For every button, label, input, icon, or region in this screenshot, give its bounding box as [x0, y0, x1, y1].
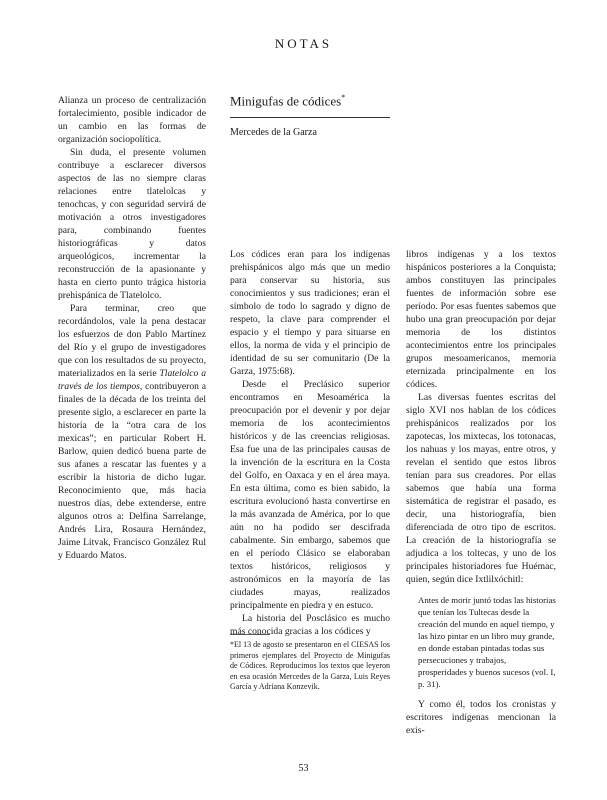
text-run: , contribuyeron a finales de la década de los treinta del presente siglo, a esclarecer en parte la historia de la “otra cara de los mexicas”; en particular Robert H. Barlow, quien dedicó buena parte de sus afanes a rescatar las fuentes y a escribir la historia de dicho lugar. Reconocimiento que, más hacia nuestros días, debe extenderse, entre algunos otros a: Delfina Sarrelange, Andrés Lira, Rosaura Hernández, Jaime Litvak, Francisco González Rul y Eduardo Matos. — [58, 381, 206, 561]
article-title-text: Minigufas de códices — [230, 93, 342, 109]
paragraph: Sin duda, el presente volumen contribuye a esclarecer diversos aspectos de las no siempre claras relaciones entre tlatelolcas y tenochcas, y con seguridad servirá de motivación a otros investigadores para, combinando fuentes historiográficas y datos arqueológicos, incrementar la reconstrucción de la apasionante y hasta en cierto punto trágica historia prehispánica de Tlatelolco. — [58, 147, 206, 301]
article-heading — [230, 90, 390, 139]
paragraph: La historia del Posclásico es mucho más conocida gracias a los códices y — [230, 613, 390, 637]
running-header: NOTAS — [274, 36, 333, 51]
paragraph — [58, 302, 206, 562]
column-middle — [230, 248, 390, 638]
footnote: *El 13 de agosto se presentaron en el CIESAS los primeros ejemplares del Proyecto de Minigufas de Códices. Reproducimos los textos que leyeron en esa ocasión Mercedes de la Garza, Luis Reyes García y Adriana Konzevik. — [230, 640, 390, 692]
paragraph: libros indígenas y a los textos hispánicos posteriores a la Conquista; ambos constituyen las principales fuentes de información sobre ese período. Por esas fuentes sabemos que hubo una gran preocupación por dejar memoria de los distintos acontecimientos entre los principales grupos mesoamericanos, memoria eternizada principalmente en los códices. — [406, 249, 556, 390]
column-right — [406, 248, 556, 737]
series-title: Tlatelolco a través de los tiempos — [58, 368, 206, 392]
article-title — [230, 90, 390, 109]
paragraph: Alianza un proceso de centralización fortalecimiento, posible indicador de un cambio en las formas de organización sociopolítica. — [58, 95, 206, 145]
footnote-mark: * — [341, 93, 346, 102]
paragraph: Las diversas fuentes escritas del siglo XVI nos hablan de los códices prehispánicos realizados por los zapotecas, los mixtecas, los totonacas, los nahuas y los mayas, entre otros, y revelan el sentido que estos libros tenían para sus creadores. Por ellas sabemos que había una forma sistemática de registrar el pasado, es decir, una historiografía, bien diferenciada de otro tipo de escritos. La creación de la historiografía se adjudica a los toltecas, y uno de los principales historiadores fue Huémac, quien, según dice Ixtlilxóchitl: — [406, 392, 556, 585]
paragraph: Y como él, todos los cronistas y escritores indígenas mencionan la exis- — [406, 699, 556, 736]
page-number: 53 — [298, 763, 309, 774]
article-author: Mercedes de la Garza — [230, 127, 317, 139]
footnote-rule — [230, 634, 270, 635]
title-rule — [230, 117, 390, 118]
paragraph: Los códices eran para los indígenas prehispánicos algo más que un medio para conservar su historia, sus conocimientos y sus tradiciones; eran el símbolo de todo lo sagrado y digno de respeto, la clave para comprender el espacio y el tiempo y para situarse en ellos, la norma de vida y el principio de identidad de su ser comunitario (De la Garza, 1975:68). — [230, 249, 390, 377]
text-run: Para terminar, creo que recordándolos, vale la pena destacar los esfuerzos de don Pablo Martínez del Río y el grupo de investigadores que con los resultados de su proyecto, materializados en la serie — [58, 303, 206, 379]
paragraph: Desde el Preclásico superior encontramos en Mesoamérica la preocupación por el devenir y por dejar memoria de los acontecimientos históricos y de las creencias religiosas. Esa fue una de las principales causas de la invención de la escritura en la Costa del Golfo, en Oaxaca y en el área maya. En esta última, como es bien sabido, la escritura evolucionó hasta convertirse en la más avanzada de América, por lo que aún no ha podido ser descifrada cabalmente. Sin embargo, sabemos que en el período Clásico se elaboraban textos históricos, religiosos y astronómicos en la mayoría de las ciudades mayas, realizados principalmente en piedra y en estuco. — [230, 379, 390, 611]
column-left — [58, 94, 206, 562]
block-quote: Antes de morir juntó todas las historias que tenían los Tultecas desde la creación del mundo en aquel tiempo, y las hizo pintar en un libro muy grande, en donde estaban pintadas todas sus persecuciones y trabajos, prosperidades y buenos sucesos (vol. I, p. 31). — [418, 595, 556, 689]
